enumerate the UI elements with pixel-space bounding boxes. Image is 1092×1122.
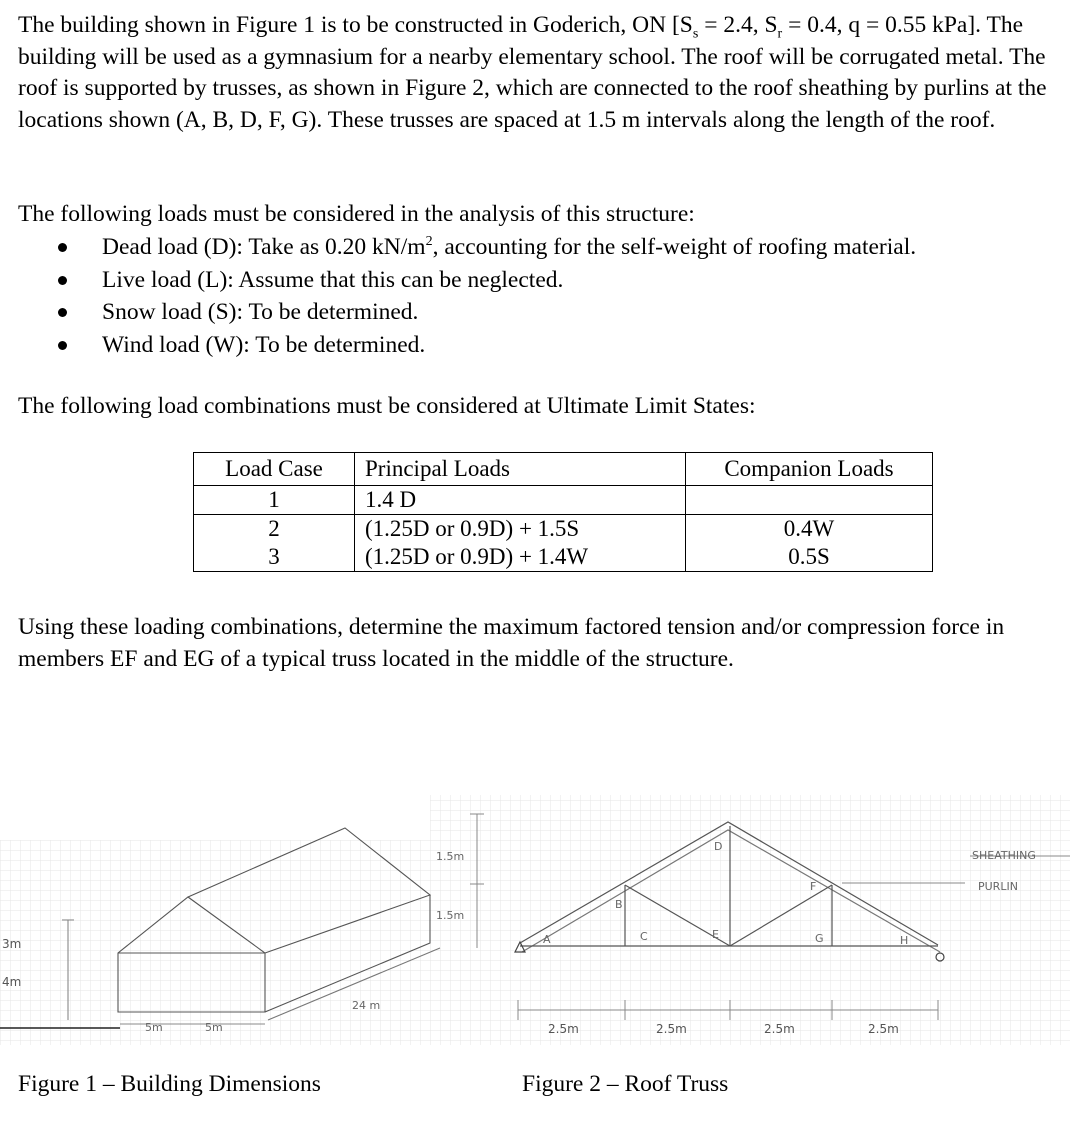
purlin-label: PURLIN — [978, 880, 1018, 893]
table-cell: (1.25D or 0.9D) + 1.4W — [355, 543, 686, 572]
figure2-caption: Figure 2 – Roof Truss — [522, 1071, 729, 1097]
node-label-d: D — [714, 840, 723, 853]
table-cell — [686, 486, 933, 515]
figures-area — [0, 780, 1092, 1060]
figure2-grid — [430, 795, 1070, 1045]
length-label: 24 m — [352, 999, 381, 1012]
table-row — [194, 543, 933, 572]
table-header-row — [194, 453, 933, 486]
header-cell: Principal Loads — [355, 453, 686, 486]
table-cell: 1 — [194, 486, 355, 515]
dim-upper-label: 1.5m — [436, 850, 465, 863]
combos-heading: The following load combinations must be considered at Ultimate Limit States: — [18, 393, 756, 419]
table-cell: 0.4W — [686, 515, 933, 544]
table-cell: 2 — [194, 515, 355, 544]
node-label-e: E — [712, 928, 719, 941]
table-cell: (1.25D or 0.9D) + 1.5S — [355, 515, 686, 544]
node-label-b: B — [615, 898, 623, 911]
sheathing-label: SHEATHING — [972, 849, 1036, 862]
table-cell: 3 — [194, 543, 355, 572]
table-row — [194, 515, 933, 544]
list-item: Snow load (S): To be determined. — [50, 296, 916, 329]
node-label-h: H — [900, 934, 909, 947]
span-label: 2.5m — [764, 1022, 795, 1036]
table-row — [194, 486, 933, 515]
loads-list — [50, 231, 916, 361]
list-item: Wind load (W): To be determined. — [50, 329, 916, 362]
width-label-b: 5m — [205, 1021, 223, 1034]
table-cell: 1.4 D — [355, 486, 686, 515]
table-cell: 0.5S — [686, 543, 933, 572]
roof-height-label: 3m — [2, 937, 22, 951]
list-item: Dead load (D): Take as 0.20 $kN/m^2$, accounting for the self-weight of roofing material. — [50, 231, 916, 264]
loads-heading: The following loads must be considered in the analysis of this structure: — [18, 201, 695, 227]
span-label: 2.5m — [548, 1022, 579, 1036]
load-combinations-table — [193, 452, 933, 572]
header-cell: Load Case — [194, 453, 355, 486]
node-label-c: C — [640, 930, 648, 943]
list-item: Live load (L): Assume that this can be neglected. — [50, 264, 916, 297]
dim-lower-label: 1.5m — [436, 909, 465, 922]
header-cell: Companion Loads — [686, 453, 933, 486]
span-label: 2.5m — [868, 1022, 899, 1036]
node-label-f: F — [810, 880, 817, 893]
figure1-caption: Figure 1 – Building Dimensions — [18, 1071, 321, 1097]
node-label-g: G — [815, 932, 824, 945]
width-label-a: 5m — [145, 1021, 163, 1034]
span-label: 2.5m — [656, 1022, 687, 1036]
intro-paragraph: The building shown in Figure 1 is to be constructed in Goderich, ON [$S_s = 2.4$, $S_r = 0.4$, q = 0.55 kPa]. The building will be used as a gymnasium for a nearby elementary school. The roof will be corrugated metal. The roof is supported by trusses, as shown in Figure 2, which are connected to the roof sheathing by purlins at the locations shown (A, B, D, F, G). These trusses are spaced at 1.5 m intervals along the length of the roof. — [18, 12, 1047, 133]
node-label-a: A — [543, 933, 551, 946]
task-paragraph: Using these loading combinations, determine the maximum factored tension and/or compression force in members EF and EG of a typical truss located in the middle of the structure. — [18, 614, 1005, 672]
wall-height-label: 4m — [2, 975, 22, 989]
